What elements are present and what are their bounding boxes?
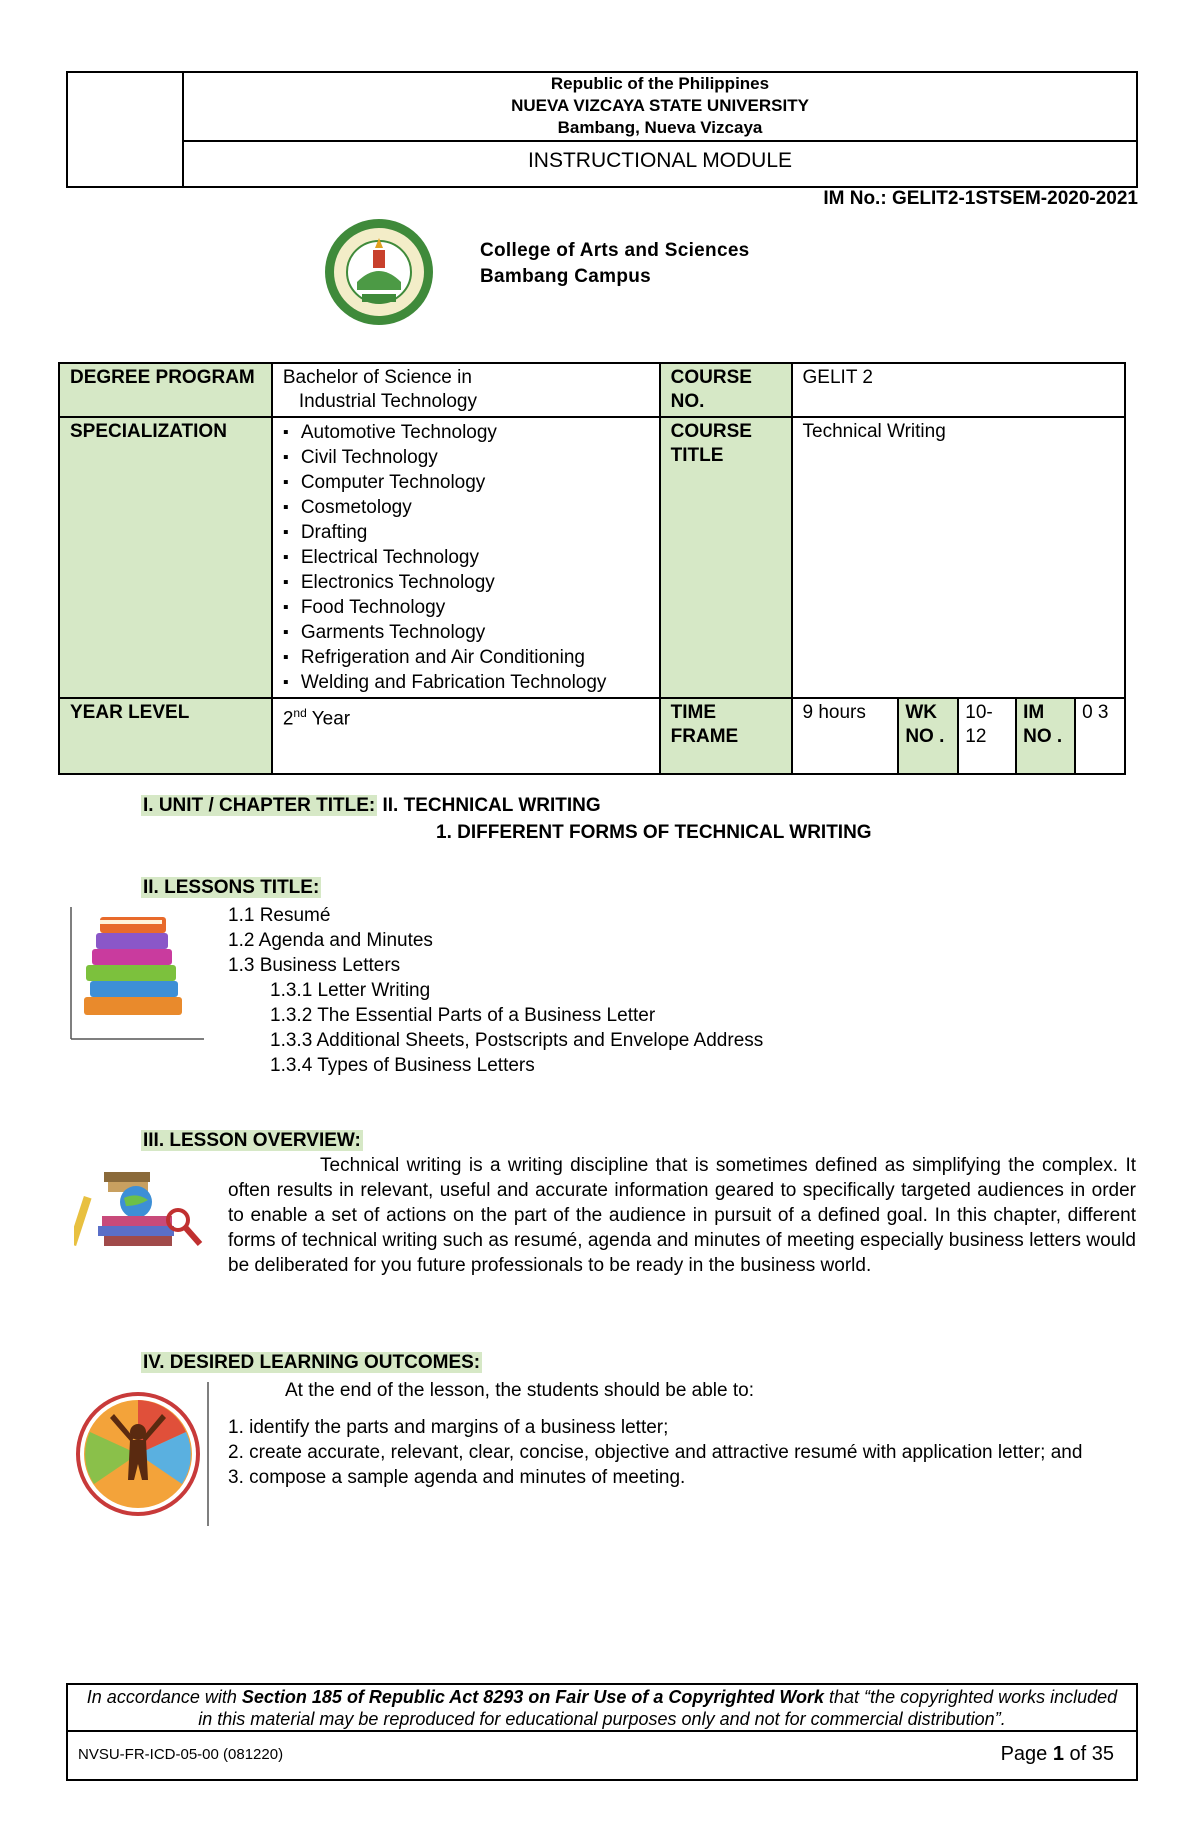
- specialization-label: SPECIALIZATION: [59, 417, 272, 698]
- list-item: ▪ Drafting: [283, 520, 649, 545]
- specialization-list-cell: [272, 417, 660, 698]
- college-block: [480, 238, 750, 290]
- college-seal-icon: [322, 216, 436, 328]
- outcome-item: 1. identify the parts and margins of a business letter;: [228, 1417, 669, 1438]
- degree-program-value: [272, 363, 660, 417]
- college-campus: Bambang Campus: [480, 266, 652, 287]
- course-no-value: GELIT 2: [792, 363, 1125, 417]
- unit-label: I. UNIT / CHAPTER TITLE:: [143, 795, 376, 816]
- list-item: ▪ Electronics Technology: [283, 570, 649, 595]
- module-title: INSTRUCTIONAL MODULE: [527, 149, 793, 172]
- week-no-label: WK NO .: [898, 698, 958, 774]
- year-word: Year: [306, 708, 351, 730]
- degree-program-label: DEGREE PROGRAM: [59, 363, 272, 417]
- year-suffix: nd: [293, 706, 307, 720]
- time-frame-value: 9 hours: [792, 698, 899, 774]
- list-item: ▪ Refrigeration and Air Conditioning: [283, 645, 649, 670]
- specialization-list: [283, 420, 649, 695]
- form-code: NVSU-FR-ICD-05-00 (081220): [78, 1746, 284, 1763]
- overview-text: Technical writing is a writing discipline that is sometimes defined as simplifying the complex. It often results in relevant, useful and accurate information geared to specifically targeted audiences in order to enable a set of actions on the part of the audience in pursuit of a defined goal. In this chapter, different forms of technical writing such as resumé, agenda and minutes of meeting especially business letters would be deliberated for you future professionals to be ready in the business world.: [228, 1155, 1136, 1276]
- list-item: ▪ Automotive Technology: [283, 420, 649, 445]
- list-item: ▪ Computer Technology: [283, 470, 649, 495]
- list-item: ▪ Garments Technology: [283, 620, 649, 645]
- university-address: Bambang, Nueva Vizcaya: [557, 118, 763, 137]
- learners-icon: [74, 1380, 212, 1528]
- lessons-label: II. LESSONS TITLE:: [143, 877, 320, 898]
- header-text: [184, 73, 1136, 139]
- copyright-law: Section 185 of Republic Act 8293 on Fair Use of a Copyrighted Work: [241, 1687, 825, 1707]
- overview-heading: [141, 1130, 363, 1152]
- lesson-item: 1.1 Resumé: [228, 905, 331, 926]
- course-info-table: [58, 362, 1126, 775]
- degree-line-1: Bachelor of Science in: [282, 367, 472, 388]
- degree-line-2: Industrial Technology: [298, 391, 477, 412]
- outcomes-list: [228, 1415, 1136, 1490]
- course-no-label: COURSE NO.: [660, 363, 792, 417]
- page-current: 1: [1052, 1743, 1064, 1765]
- outcome-item: 2. create accurate, relevant, clear, concise, objective and attractive resumé with application letter; and: [228, 1442, 1083, 1463]
- week-no-value: 10- 12: [958, 698, 1016, 774]
- table-row: [59, 363, 1125, 417]
- course-title-value: Technical Writing: [792, 417, 1125, 698]
- page-total: of 35: [1063, 1743, 1114, 1765]
- list-item: ▪ Cosmetology: [283, 495, 649, 520]
- outcome-item: 3. compose a sample agenda and minutes of meeting.: [228, 1467, 686, 1488]
- lessons-list: [228, 903, 763, 1078]
- footer-divider: [66, 1730, 1138, 1732]
- im-no-label: IM NO .: [1016, 698, 1075, 774]
- lesson-subitem: 1.3.4 Types of Business Letters: [270, 1055, 535, 1076]
- republic-line: Republic of the Philippines: [550, 74, 770, 93]
- copyright-notice: [80, 1686, 1124, 1730]
- lesson-subitem: 1.3.3 Additional Sheets, Postscripts and Envelope Address: [270, 1030, 764, 1051]
- im-no-value: 0 3: [1075, 698, 1125, 774]
- unit-title: II. TECHNICAL WRITING: [382, 795, 601, 816]
- page-number: [1001, 1743, 1114, 1766]
- copyright-pre: In accordance with: [86, 1687, 242, 1707]
- course-title-label: COURSE TITLE: [660, 417, 792, 698]
- outcomes-heading: [141, 1352, 482, 1374]
- university-name: NUEVA VIZCAYA STATE UNIVERSITY: [511, 96, 809, 115]
- overview-label: III. LESSON OVERVIEW:: [143, 1130, 361, 1151]
- copyright-post: that “the copyrighted works included in this material may be reproduced for educational purposes only and not for commercial distribution”.: [198, 1687, 1118, 1729]
- books-globe-icon: [74, 1166, 204, 1250]
- books-stack-icon: [70, 905, 205, 1040]
- header-logo-cell: [66, 71, 184, 188]
- page-prefix: Page: [1000, 1743, 1053, 1765]
- list-item: ▪ Welding and Fabrication Technology: [283, 670, 649, 695]
- year-number: 2: [282, 708, 294, 730]
- unit-subtitle: 1. DIFFERENT FORMS OF TECHNICAL WRITING: [436, 822, 872, 843]
- college-name: College of Arts and Sciences: [480, 240, 750, 261]
- lesson-item: 1.2 Agenda and Minutes: [228, 930, 433, 951]
- lesson-subitem: 1.3.1 Letter Writing: [270, 980, 431, 1001]
- table-row: [59, 698, 1125, 774]
- lessons-heading: [141, 877, 321, 899]
- header-divider: [184, 140, 1138, 142]
- table-row: [59, 417, 1125, 698]
- unit-title-line: [141, 795, 601, 817]
- lesson-subitem: 1.3.2 The Essential Parts of a Business Letter: [270, 1005, 656, 1026]
- outcomes-label: IV. DESIRED LEARNING OUTCOMES:: [143, 1352, 481, 1373]
- list-item: ▪ Civil Technology: [283, 445, 649, 470]
- year-level-label: YEAR LEVEL: [59, 698, 272, 774]
- lesson-item: 1.3 Business Letters: [228, 955, 401, 976]
- time-frame-label: TIME FRAME: [660, 698, 792, 774]
- im-number: IM No.: GELIT2-1STSEM-2020-2021: [823, 188, 1138, 209]
- list-item: ▪ Electrical Technology: [283, 545, 649, 570]
- year-level-value: [272, 698, 660, 774]
- outcomes-intro: At the end of the lesson, the students should be able to:: [285, 1380, 754, 1401]
- list-item: ▪ Food Technology: [283, 595, 649, 620]
